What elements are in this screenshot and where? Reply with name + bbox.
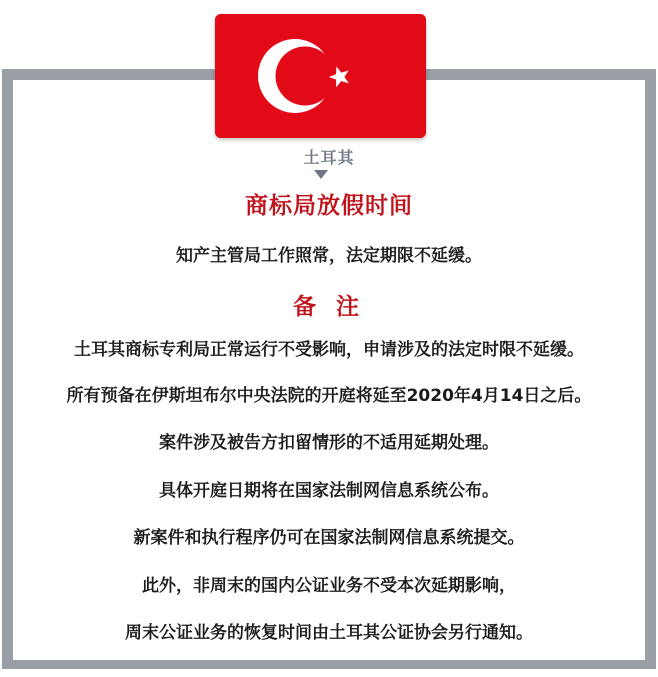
note-line: 周末公证业务的恢复时间由土耳其公证协会另行通知。: [125, 623, 533, 643]
note-line: 所有预备在伊斯坦布尔中央法院的开庭将延至2020年4月14日之后。: [66, 386, 592, 406]
turkey-flag-icon: [215, 14, 426, 138]
page-title: 商标局放假时间: [245, 193, 413, 219]
down-arrow-icon: [314, 170, 328, 179]
subtitle: 知产主管局工作照常，法定期限不延缓。: [176, 246, 482, 266]
country-label: 土耳其: [303, 148, 355, 167]
note-line: 案件涉及被告方扣留情形的不适用延期处理。: [159, 433, 499, 453]
note-line: 土耳其商标专利局正常运行不受影响，申请涉及的法定时限不延缓。: [74, 340, 584, 360]
notes-title: 备 注: [292, 294, 365, 320]
note-line: 新案件和执行程序仍可在国家法制网信息系统提交。: [133, 528, 525, 548]
note-line: 此外，非周末的国内公证业务不受本次延期影响，: [142, 576, 516, 596]
note-line: 具体开庭日期将在国家法制网信息系统公布。: [159, 481, 499, 501]
